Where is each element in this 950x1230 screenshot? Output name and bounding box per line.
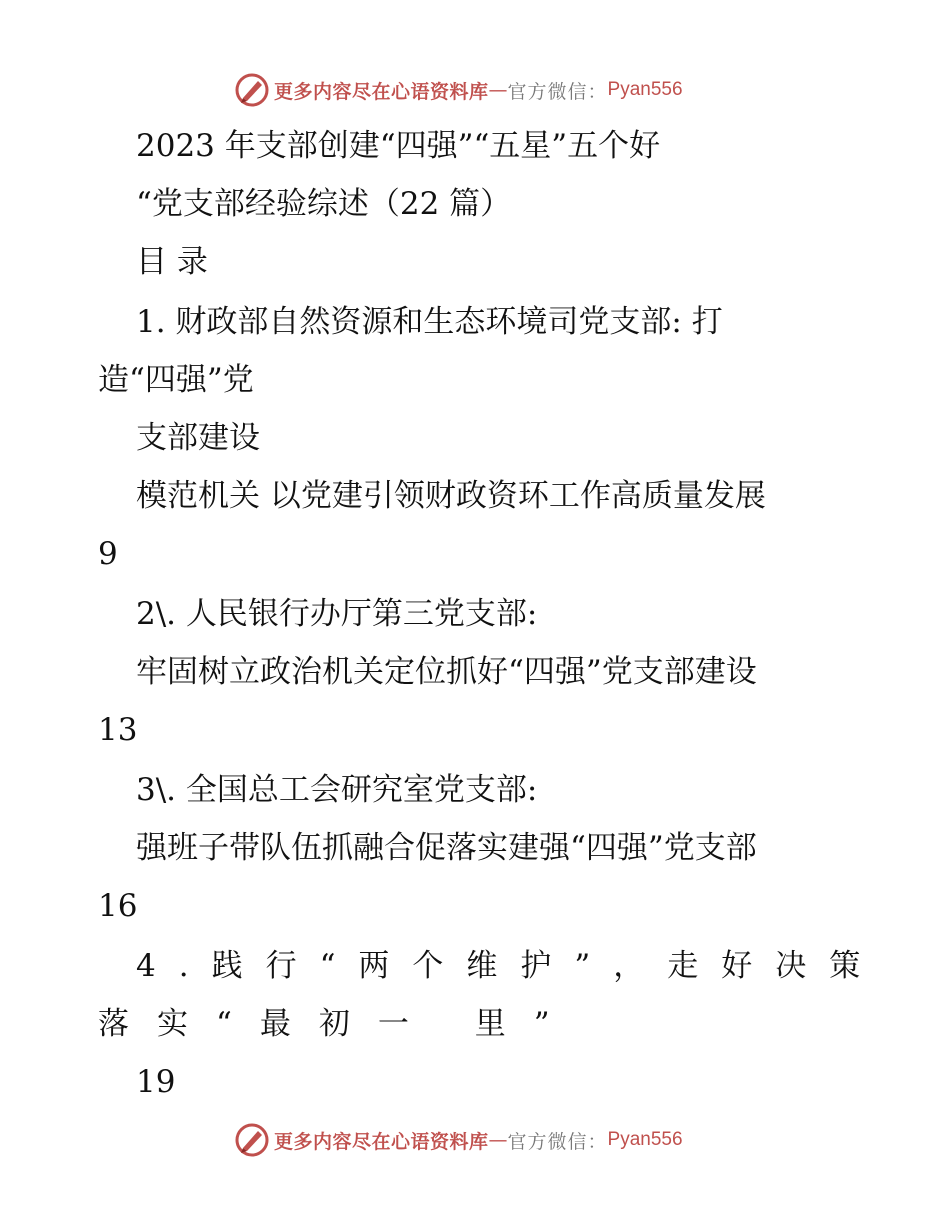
doc-title-line-2: “党支部经验综述（22 篇） [136, 186, 512, 222]
toc-entry-2-line-1: 2\. 人民银行办厅第三党支部: [136, 596, 538, 632]
banner-dash: — [488, 1129, 508, 1151]
pen-logo-icon [234, 72, 270, 108]
toc-entry-1-line-1: 1. 财政部自然资源和生态环境司党支部: 打 [136, 304, 723, 340]
watermark-banner-bottom [234, 1120, 683, 1160]
banner-label: 官方微信： [507, 1130, 608, 1153]
toc-entry-1-page: 9 [98, 536, 118, 572]
banner-label: 官方微信： [507, 80, 608, 103]
banner-wechat-id: Pyan556 [607, 79, 683, 100]
toc-entry-4-line-1: 4.践行“两个维护”，走好决策 [136, 948, 884, 984]
toc-entry-3-line-1: 3\. 全国总工会研究室党支部: [136, 772, 538, 808]
watermark-banner-top [234, 70, 683, 110]
pen-logo-icon [234, 1122, 270, 1158]
toc-entry-1-line-2: 造“四强”党 [98, 362, 254, 398]
banner-wechat-id: Pyan556 [607, 1129, 683, 1150]
toc-entry-2-line-2: 牢固树立政治机关定位抓好“四强”党支部建设 [136, 654, 757, 690]
toc-entry-1-line-4: 模范机关 以党建引领财政资环工作高质量发展 [136, 478, 766, 514]
toc-heading: 目 录 [136, 244, 208, 280]
doc-title-line-1: 2023 年支部创建“四强”“五星”五个好 [136, 128, 661, 164]
banner-main-text: 更多内容尽在心语资料库 [274, 80, 489, 103]
toc-entry-3-line-2: 强班子带队伍抓融合促落实建强“四强”党支部 [136, 830, 757, 866]
toc-entry-4-page: 19 [136, 1064, 176, 1100]
banner-dash: — [488, 79, 508, 101]
toc-entry-3-page: 16 [98, 888, 138, 924]
banner-main-text: 更多内容尽在心语资料库 [274, 1130, 489, 1153]
toc-entry-2-page: 13 [98, 712, 138, 748]
toc-entry-1-line-3: 支部建设 [136, 420, 260, 456]
toc-entry-4-line-2: 落实“最初一 里” [98, 1006, 578, 1042]
